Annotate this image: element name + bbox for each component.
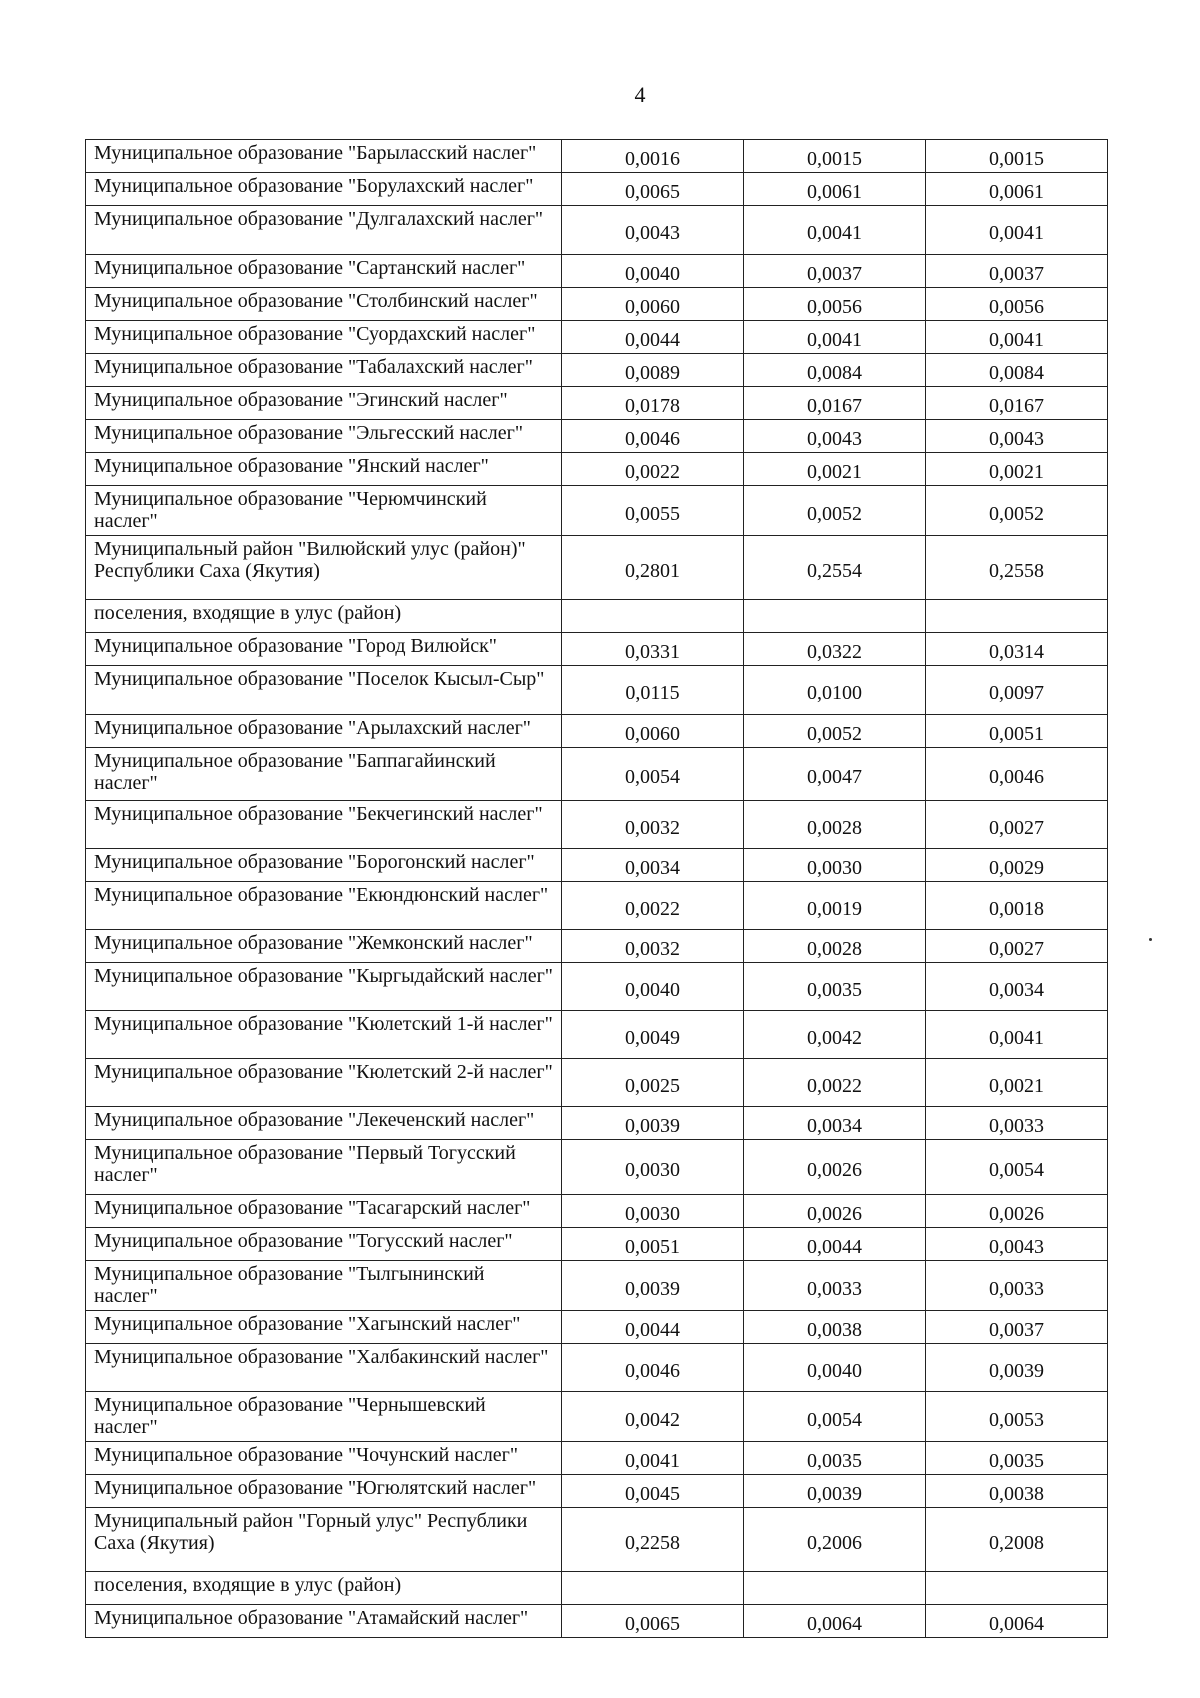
row-name-cell: Муниципальное образование "Кыргыдайский наслег" <box>86 963 562 1011</box>
row-value-2-cell: 0,0052 <box>744 486 926 536</box>
page-number: 4 <box>634 82 646 107</box>
table-row <box>86 748 1108 801</box>
row-value-2-cell: 0,0037 <box>744 255 926 288</box>
row-value-3-cell: 0,0084 <box>926 354 1108 387</box>
row-name-cell: Муниципальное образование "Суордахский наслег" <box>86 321 562 354</box>
table-row <box>86 715 1108 748</box>
table-row <box>86 1344 1108 1392</box>
row-value-1-cell: 0,0046 <box>562 420 744 453</box>
row-value-1-cell: 0,0065 <box>562 173 744 206</box>
table-row <box>86 1261 1108 1311</box>
row-value-2-cell: 0,2554 <box>744 536 926 600</box>
row-value-2-cell: 0,0026 <box>744 1140 926 1195</box>
table-row <box>86 1228 1108 1261</box>
row-value-3-cell <box>926 600 1108 633</box>
row-value-3-cell: 0,0029 <box>926 849 1108 882</box>
row-value-2-cell: 0,0035 <box>744 963 926 1011</box>
table-row <box>86 1140 1108 1195</box>
table-row <box>86 536 1108 600</box>
row-name-cell: Муниципальное образование "Табалахский наслег" <box>86 354 562 387</box>
table-row <box>86 420 1108 453</box>
row-value-3-cell: 0,0046 <box>926 748 1108 801</box>
row-name-cell: Муниципальное образование "Черюмчинский наслег" <box>86 486 562 536</box>
row-value-3-cell: 0,0043 <box>926 1228 1108 1261</box>
row-value-1-cell: 0,0049 <box>562 1011 744 1059</box>
row-value-2-cell: 0,0084 <box>744 354 926 387</box>
row-value-1-cell: 0,0039 <box>562 1261 744 1311</box>
row-value-2-cell: 0,0100 <box>744 666 926 715</box>
row-value-1-cell: 0,0046 <box>562 1344 744 1392</box>
scan-speck <box>1149 938 1152 941</box>
row-name-cell: Муниципальное образование "Кюлетский 2-й наслег" <box>86 1059 562 1107</box>
row-value-2-cell: 0,0035 <box>744 1442 926 1475</box>
row-name-cell: Муниципальное образование "Сартанский наслег" <box>86 255 562 288</box>
row-name-cell: Муниципальное образование "Янский наслег" <box>86 453 562 486</box>
table-row <box>86 882 1108 930</box>
row-value-3-cell: 0,0033 <box>926 1107 1108 1140</box>
row-value-3-cell: 0,0027 <box>926 801 1108 849</box>
row-name-cell: Муниципальное образование "Тасагарский наслег" <box>86 1195 562 1228</box>
row-value-3-cell: 0,0039 <box>926 1344 1108 1392</box>
row-value-2-cell: 0,0038 <box>744 1311 926 1344</box>
row-value-2-cell: 0,0322 <box>744 633 926 666</box>
table-row <box>86 633 1108 666</box>
row-name-cell: Муниципальное образование "Бекчегинский наслег" <box>86 801 562 849</box>
row-name-cell: Муниципальное образование "Тогусский наслег" <box>86 1228 562 1261</box>
row-value-2-cell: 0,0043 <box>744 420 926 453</box>
row-name-cell: Муниципальное образование "Барыласский наслег" <box>86 140 562 173</box>
table-row <box>86 1392 1108 1442</box>
row-name-cell: Муниципальное образование "Столбинский наслег" <box>86 288 562 321</box>
row-value-2-cell: 0,0054 <box>744 1392 926 1442</box>
row-value-3-cell: 0,0021 <box>926 1059 1108 1107</box>
row-name-cell: Муниципальное образование "Жемконский наслег" <box>86 930 562 963</box>
row-value-1-cell <box>562 600 744 633</box>
table-row <box>86 930 1108 963</box>
row-value-3-cell: 0,0052 <box>926 486 1108 536</box>
table-row <box>86 1311 1108 1344</box>
row-value-2-cell <box>744 600 926 633</box>
row-value-2-cell: 0,0021 <box>744 453 926 486</box>
table-row <box>86 354 1108 387</box>
table-row <box>86 255 1108 288</box>
table-row <box>86 321 1108 354</box>
row-value-3-cell: 0,0026 <box>926 1195 1108 1228</box>
row-name-cell: Муниципальное образование "Первый Тогусский наслег" <box>86 1140 562 1195</box>
row-value-3-cell: 0,0056 <box>926 288 1108 321</box>
table-row <box>86 453 1108 486</box>
row-value-1-cell: 0,0178 <box>562 387 744 420</box>
row-value-1-cell: 0,0044 <box>562 321 744 354</box>
row-value-1-cell: 0,0042 <box>562 1392 744 1442</box>
row-value-1-cell: 0,0115 <box>562 666 744 715</box>
row-name-cell: поселения, входящие в улус (район) <box>86 600 562 633</box>
row-name-cell: Муниципальное образование "Хагынский наслег" <box>86 1311 562 1344</box>
row-value-2-cell: 0,0167 <box>744 387 926 420</box>
table-row <box>86 1011 1108 1059</box>
row-value-2-cell: 0,0026 <box>744 1195 926 1228</box>
row-value-3-cell: 0,0034 <box>926 963 1108 1011</box>
row-value-1-cell: 0,0065 <box>562 1605 744 1638</box>
table-row <box>86 1195 1108 1228</box>
row-value-2-cell: 0,0022 <box>744 1059 926 1107</box>
table-row <box>86 1475 1108 1508</box>
row-value-1-cell: 0,2258 <box>562 1508 744 1572</box>
row-value-3-cell: 0,0037 <box>926 1311 1108 1344</box>
row-value-2-cell: 0,0047 <box>744 748 926 801</box>
row-value-3-cell: 0,2558 <box>926 536 1108 600</box>
row-name-cell: Муниципальное образование "Борулахский наслег" <box>86 173 562 206</box>
row-value-2-cell: 0,0056 <box>744 288 926 321</box>
row-name-cell: Муниципальное образование "Баппагайинский наслег" <box>86 748 562 801</box>
row-value-1-cell: 0,0040 <box>562 255 744 288</box>
row-value-1-cell: 0,0040 <box>562 963 744 1011</box>
row-value-2-cell: 0,0044 <box>744 1228 926 1261</box>
row-name-cell: Муниципальное образование "Эгинский наслег" <box>86 387 562 420</box>
row-value-3-cell: 0,0064 <box>926 1605 1108 1638</box>
row-value-3-cell: 0,0041 <box>926 1011 1108 1059</box>
row-value-1-cell: 0,0051 <box>562 1228 744 1261</box>
row-name-cell: Муниципальное образование "Тылгынинский наслег" <box>86 1261 562 1311</box>
row-value-3-cell: 0,0167 <box>926 387 1108 420</box>
table-row <box>86 1059 1108 1107</box>
row-value-2-cell: 0,0040 <box>744 1344 926 1392</box>
row-name-cell: Муниципальное образование "Город Вилюйск" <box>86 633 562 666</box>
row-value-3-cell <box>926 1572 1108 1605</box>
row-name-cell: Муниципальное образование "Поселок Кысыл-Сыр" <box>86 666 562 715</box>
table-row <box>86 1605 1108 1638</box>
table-row <box>86 1508 1108 1572</box>
row-value-3-cell: 0,0041 <box>926 206 1108 255</box>
row-value-1-cell: 0,0030 <box>562 1140 744 1195</box>
row-name-cell: Муниципальное образование "Кюлетский 1-й наслег" <box>86 1011 562 1059</box>
row-value-2-cell: 0,0030 <box>744 849 926 882</box>
table-row <box>86 1107 1108 1140</box>
row-value-1-cell: 0,0043 <box>562 206 744 255</box>
row-value-1-cell: 0,0060 <box>562 288 744 321</box>
row-value-2-cell: 0,0028 <box>744 930 926 963</box>
row-value-2-cell: 0,0041 <box>744 206 926 255</box>
row-value-2-cell: 0,0061 <box>744 173 926 206</box>
row-value-1-cell: 0,0044 <box>562 1311 744 1344</box>
row-value-1-cell: 0,0039 <box>562 1107 744 1140</box>
row-value-2-cell: 0,0019 <box>744 882 926 930</box>
row-name-cell: Муниципальное образование "Чочунский наслег" <box>86 1442 562 1475</box>
table-row <box>86 288 1108 321</box>
row-value-1-cell: 0,0030 <box>562 1195 744 1228</box>
row-name-cell: Муниципальное образование "Дулгалахский наслег" <box>86 206 562 255</box>
row-name-cell: Муниципальное образование "Атамайский наслег" <box>86 1605 562 1638</box>
row-name-cell: Муниципальное образование "Арылахский наслег" <box>86 715 562 748</box>
allocation-table <box>85 139 1108 1638</box>
row-name-cell: Муниципальное образование "Чернышевский наслег" <box>86 1392 562 1442</box>
row-value-3-cell: 0,0035 <box>926 1442 1108 1475</box>
row-value-2-cell: 0,0034 <box>744 1107 926 1140</box>
table-row <box>86 1442 1108 1475</box>
table-row <box>86 963 1108 1011</box>
row-value-3-cell: 0,0018 <box>926 882 1108 930</box>
row-name-cell: Муниципальное образование "Халбакинский наслег" <box>86 1344 562 1392</box>
row-value-2-cell: 0,0028 <box>744 801 926 849</box>
row-name-cell: Муниципальное образование "Эльгесский наслег" <box>86 420 562 453</box>
table-body <box>86 140 1108 1638</box>
table-row <box>86 140 1108 173</box>
row-value-1-cell: 0,0016 <box>562 140 744 173</box>
row-value-2-cell: 0,2006 <box>744 1508 926 1572</box>
row-name-cell: Муниципальное образование "Лекеченский наслег" <box>86 1107 562 1140</box>
row-value-1-cell: 0,0034 <box>562 849 744 882</box>
row-name-cell: Муниципальный район "Горный улус" Республики Саха (Якутия) <box>86 1508 562 1572</box>
row-value-3-cell: 0,0043 <box>926 420 1108 453</box>
row-value-2-cell: 0,0015 <box>744 140 926 173</box>
table-row <box>86 600 1108 633</box>
row-value-2-cell: 0,0033 <box>744 1261 926 1311</box>
row-name-cell: Муниципальное образование "Екюндюнский наслег" <box>86 882 562 930</box>
row-value-3-cell: 0,0015 <box>926 140 1108 173</box>
row-value-1-cell: 0,0054 <box>562 748 744 801</box>
row-name-cell: Муниципальное образование "Югюлятский наслег" <box>86 1475 562 1508</box>
table-row <box>86 206 1108 255</box>
row-value-3-cell: 0,0054 <box>926 1140 1108 1195</box>
row-value-3-cell: 0,0097 <box>926 666 1108 715</box>
row-value-2-cell: 0,0042 <box>744 1011 926 1059</box>
row-name-cell: поселения, входящие в улус (район) <box>86 1572 562 1605</box>
row-value-1-cell: 0,0022 <box>562 882 744 930</box>
row-value-3-cell: 0,0027 <box>926 930 1108 963</box>
row-value-3-cell: 0,0033 <box>926 1261 1108 1311</box>
table-row <box>86 849 1108 882</box>
table-row <box>86 486 1108 536</box>
row-value-1-cell: 0,0045 <box>562 1475 744 1508</box>
row-value-3-cell: 0,0038 <box>926 1475 1108 1508</box>
row-value-3-cell: 0,0037 <box>926 255 1108 288</box>
row-name-cell: Муниципальный район "Вилюйский улус (район)" Республики Саха (Якутия) <box>86 536 562 600</box>
row-value-2-cell: 0,0064 <box>744 1605 926 1638</box>
row-value-2-cell: 0,0052 <box>744 715 926 748</box>
row-value-2-cell: 0,0041 <box>744 321 926 354</box>
row-value-1-cell: 0,0055 <box>562 486 744 536</box>
row-value-1-cell: 0,0041 <box>562 1442 744 1475</box>
row-value-1-cell <box>562 1572 744 1605</box>
row-value-3-cell: 0,0314 <box>926 633 1108 666</box>
row-value-3-cell: 0,0041 <box>926 321 1108 354</box>
row-value-1-cell: 0,0032 <box>562 801 744 849</box>
row-value-1-cell: 0,0022 <box>562 453 744 486</box>
row-value-1-cell: 0,2801 <box>562 536 744 600</box>
row-value-1-cell: 0,0089 <box>562 354 744 387</box>
row-name-cell: Муниципальное образование "Борогонский наслег" <box>86 849 562 882</box>
row-value-2-cell <box>744 1572 926 1605</box>
table-row <box>86 1572 1108 1605</box>
row-value-1-cell: 0,0025 <box>562 1059 744 1107</box>
row-value-3-cell: 0,0021 <box>926 453 1108 486</box>
row-value-2-cell: 0,0039 <box>744 1475 926 1508</box>
table-row <box>86 387 1108 420</box>
table-row <box>86 666 1108 715</box>
row-value-3-cell: 0,2008 <box>926 1508 1108 1572</box>
row-value-1-cell: 0,0032 <box>562 930 744 963</box>
table-row <box>86 173 1108 206</box>
row-value-3-cell: 0,0051 <box>926 715 1108 748</box>
row-value-3-cell: 0,0053 <box>926 1392 1108 1442</box>
row-value-1-cell: 0,0060 <box>562 715 744 748</box>
table-row <box>86 801 1108 849</box>
row-value-3-cell: 0,0061 <box>926 173 1108 206</box>
row-value-1-cell: 0,0331 <box>562 633 744 666</box>
